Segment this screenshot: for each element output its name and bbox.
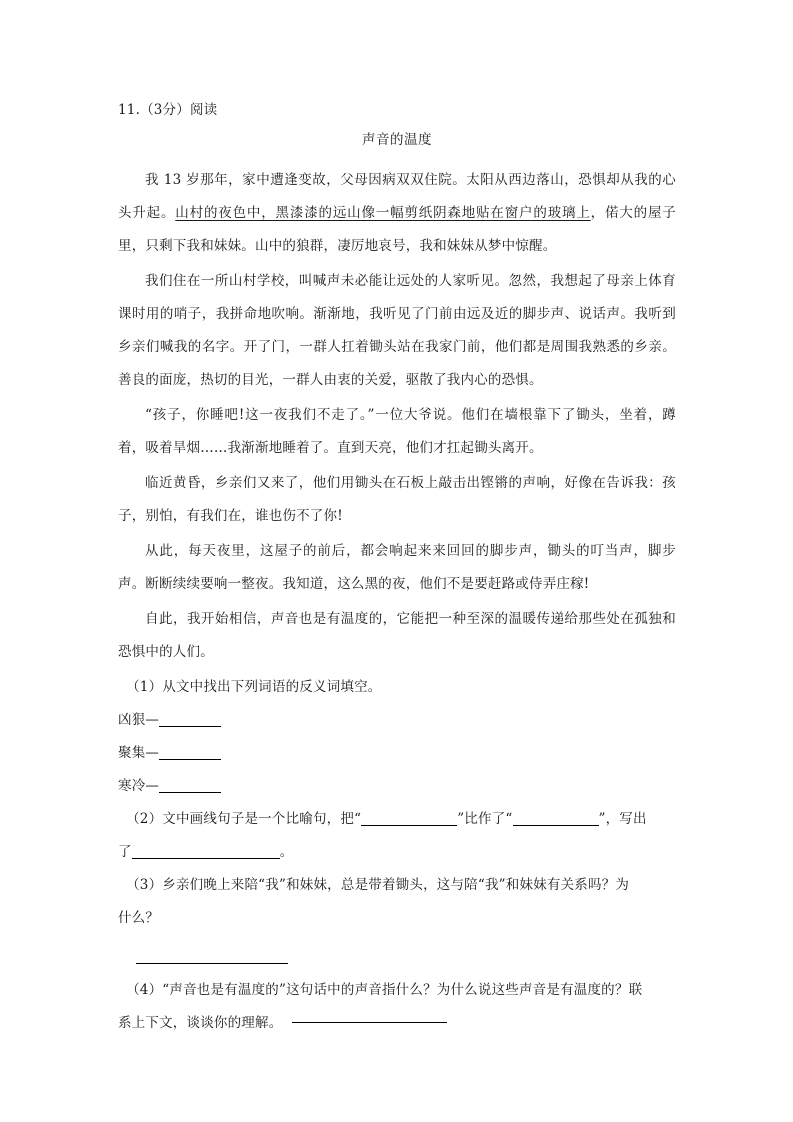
question-2-blank-1[interactable]: [361, 825, 457, 826]
question-1-item-2: [118, 737, 676, 770]
antonym-word-2: 聚集—: [118, 744, 160, 761]
article-paragraph-1: [118, 164, 676, 263]
question-4-prompt-line-1: （4）“声音也是有温度的”这句话中的声音指什么？为什么说这些声音是有温度的？联: [126, 981, 643, 998]
question-4-prompt-line-2: [118, 1007, 676, 1040]
question-1-item-1: [118, 704, 676, 737]
question-2-text-part-4-suffix: 。: [279, 843, 294, 860]
question-2-blank-3[interactable]: [132, 858, 280, 859]
question-2-text-part-2: ”比作了“: [457, 810, 513, 827]
antonym-word-3: 寒冷—: [118, 777, 160, 794]
article-paragraph-6: 自此，我开始相信，声音也是有温度的，它能把一种至深的温暖传递给那些处在孤独和恐惧中的人们。: [118, 610, 676, 660]
antonym-blank-2[interactable]: [159, 759, 221, 760]
question-2-text-part-3: ”，写出: [598, 810, 647, 827]
question-2-blank-2[interactable]: [513, 825, 599, 826]
article-paragraph-5: 从此，每天夜里，这屋子的前后，都会响起来来回回的脚步声，锄头的叮当声，脚步声。断断续续要响一整夜。我知道，这么黑的夜，他们不是要赶路或侍弄庄稼!: [118, 542, 676, 592]
article-paragraph-2: 我们住在一所山村学校，叫喊声未必能让远处的人家听见。忽然，我想起了母亲上体育课时用的哨子，我拼命地吹响。渐渐地，我听见了门前由远及近的脚步声、说话声。我听到乡亲们喊我的名字。开了门，一群人扛着锄头站在我家门前，他们都是周围我熟悉的乡亲。善良的面庞，热切的目光，一群人由衷的关爱，驱散了我内心的恐惧。: [118, 272, 676, 388]
question-2-text-part-1: （2）文中画线句子是一个比喻句，把“: [126, 810, 362, 827]
paragraph-1-underlined-sentence: 山村的夜色中，黑漆漆的远山像一幅剪纸阴森地贴在窗户的玻璃上: [175, 204, 591, 221]
question-1-prompt: （1）从文中找出下列词语的反义词填空。: [126, 678, 382, 695]
antonym-blank-1[interactable]: [159, 726, 221, 727]
question-2-text-part-4-prefix: 了: [118, 843, 132, 860]
article-title: 声音的温度: [362, 132, 432, 149]
paragraph-1-text-after: ，偌大的屋子里，只剩下我和妹妹。山中的狼群，凄厉地哀号，我和妹妹从梦中惊醒。: [118, 204, 676, 254]
article-paragraph-4: 临近黄昏，乡亲们又来了，他们用锄头在石板上敲击出铿锵的声响，好像在告诉我：孩子，别怕，有我们在，谁也伤不了你!: [118, 474, 676, 524]
question-1-item-3: [118, 770, 676, 803]
page-content: [118, 100, 676, 1040]
question-2-continuation: [118, 836, 676, 869]
question-3-prompt-line-2: 什么？: [118, 909, 160, 926]
antonym-blank-3[interactable]: [159, 792, 221, 793]
question-4-answer-line[interactable]: [292, 1022, 447, 1023]
article-paragraph-3: “孩子，你睡吧!这一夜我们不走了。”一位大爷说。他们在墙根靠下了锄头，坐着，蹲着，吸着旱烟……我渐渐地睡着了。直到天亮，他们才扛起锄头离开。: [118, 406, 676, 456]
question-4-text-line-2: 系上下文，谈谈你的理解。: [118, 1014, 283, 1031]
question-3-prompt-line-1: （3）乡亲们晚上来陪“我”和妹妹，总是带着锄头，这与陪“我”和妹妹有关系吗？为: [126, 876, 630, 893]
question-number-line: 11.（3分）阅读: [118, 102, 218, 118]
paragraph-1-text-before: 我 13 岁那年，家中遭逢变故，父母因病双双住院。太阳从西边落山，恐惧却从我的心头升起。: [118, 171, 676, 221]
antonym-word-1: 凶狠—: [118, 711, 160, 728]
spacer: [118, 964, 676, 974]
question-2-prompt: [118, 803, 676, 836]
